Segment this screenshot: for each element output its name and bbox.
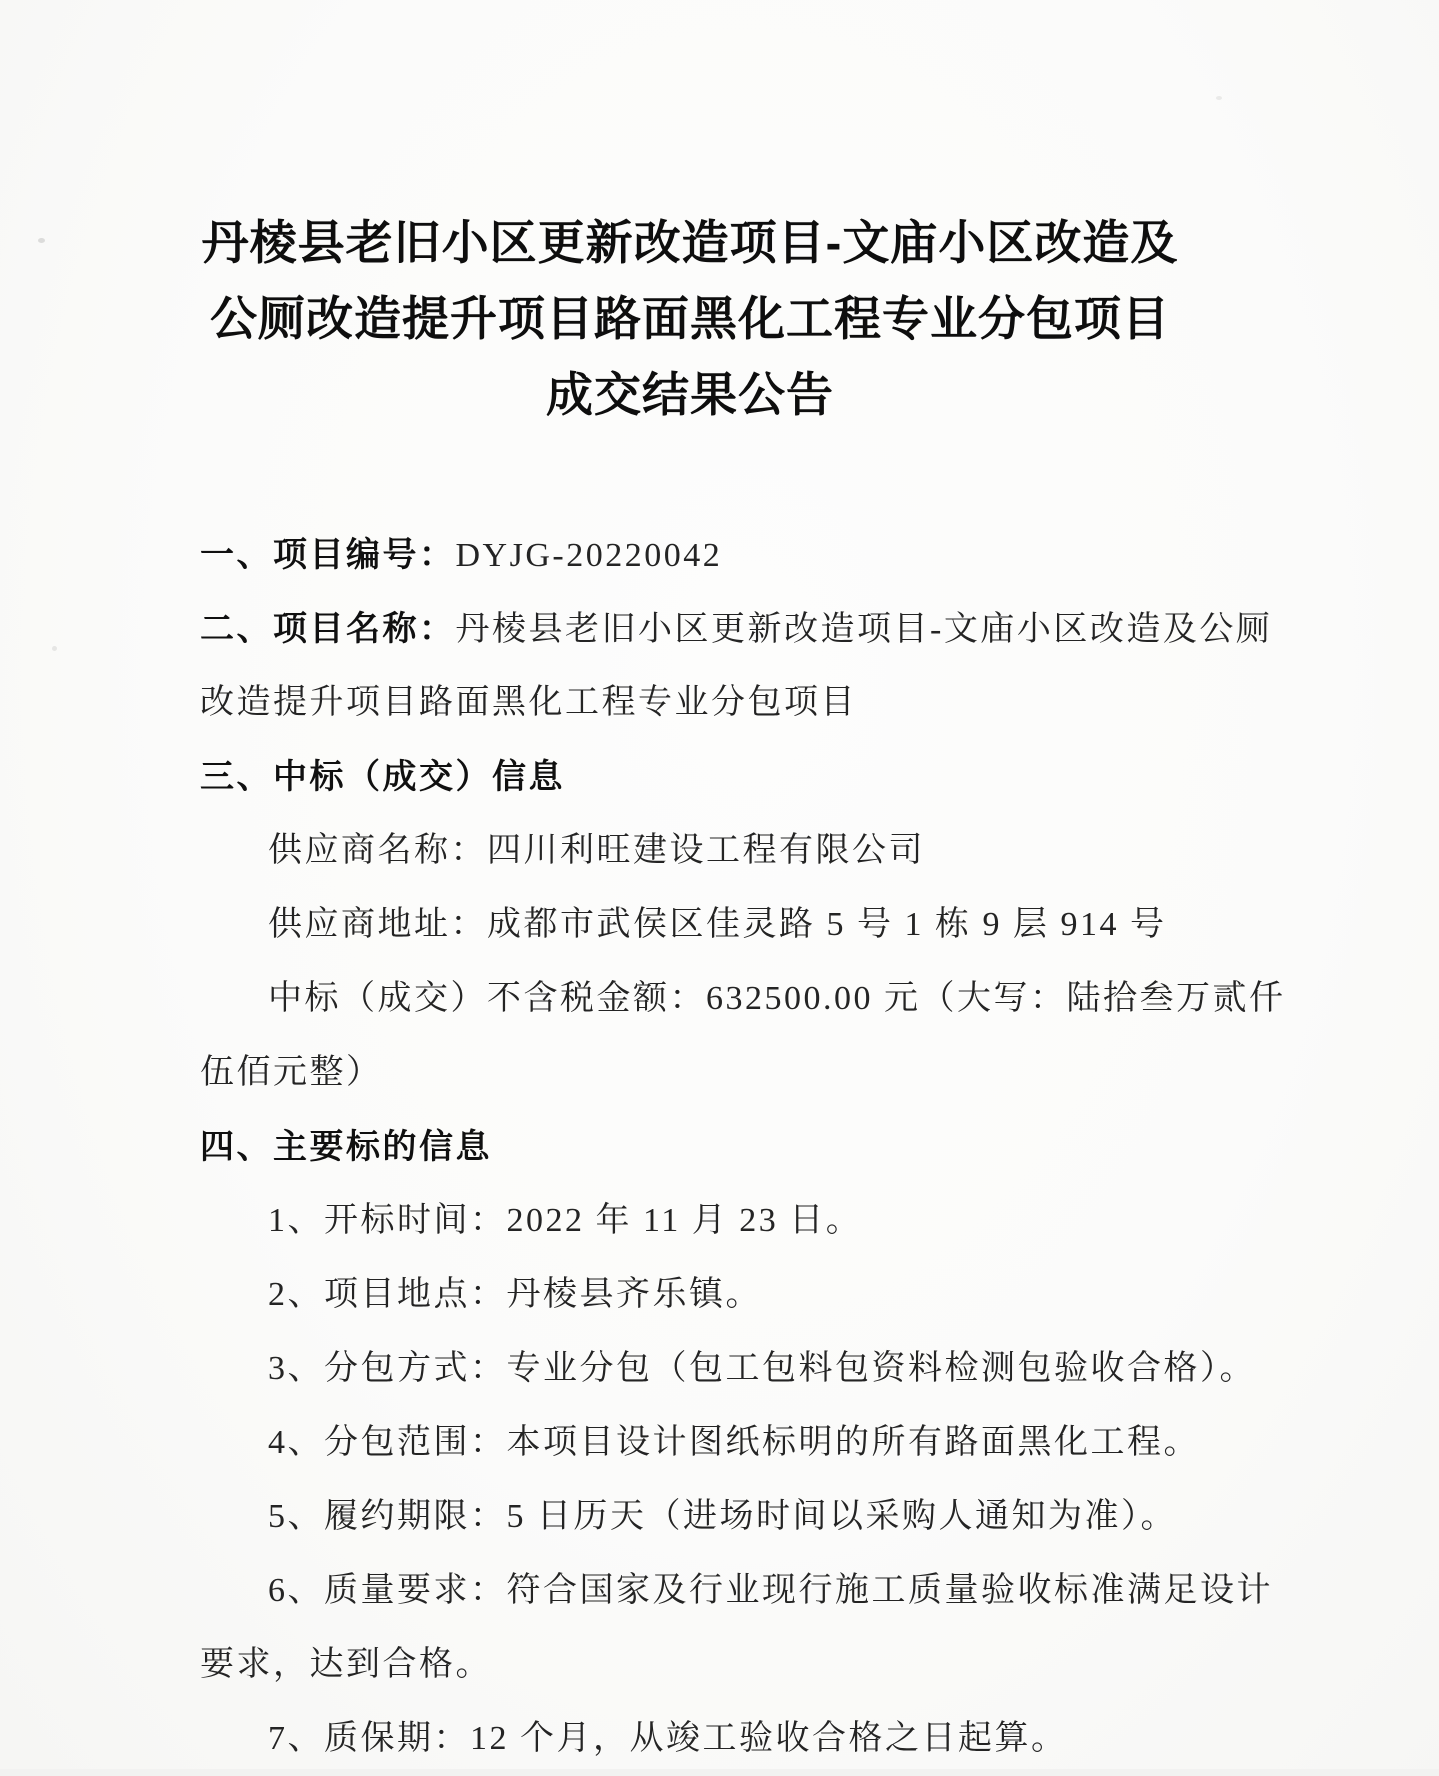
doc-line: [200, 666, 1180, 740]
scan-artifact: [52, 646, 57, 651]
section-label: 二、项目名称：: [200, 610, 456, 648]
doc-line: [200, 1110, 1180, 1184]
title-line: 丹棱县老旧小区更新改造项目-文庙小区改造及: [201, 216, 1179, 269]
line-text: DYJG-20220042: [455, 537, 723, 574]
line-text: 供应商地址：成都市武侯区佳灵路 5 号 1 栋 9 层 914 号: [268, 906, 1167, 943]
scan-artifact: [1216, 96, 1222, 100]
line-text: 伍佰元整）: [200, 1054, 383, 1091]
line-text: 5、履约期限：5 日历天（进场时间以采购人通知为准）。: [268, 1498, 1177, 1535]
doc-line: [200, 1184, 1180, 1258]
line-text: 7、质保期：12 个月，从竣工验收合格之日起算。: [268, 1720, 1068, 1757]
line-text: 丹棱县老旧小区更新改造项目-文庙小区改造及公厕: [455, 611, 1273, 648]
doc-line: [200, 814, 1180, 888]
doc-line: [200, 1258, 1180, 1332]
doc-line: [200, 740, 1180, 814]
doc-line: [200, 1036, 1180, 1110]
line-text: 6、质量要求：符合国家及行业现行施工质量验收标准满足设计: [268, 1572, 1273, 1609]
doc-line: [200, 962, 1286, 1036]
section-label: 一、项目编号：: [200, 536, 456, 574]
section-label: 四、主要标的信息: [200, 1128, 492, 1166]
doc-line: [200, 1628, 1180, 1702]
line-text: 3、分包方式：专业分包（包工包料包资料检测包验收合格）。: [268, 1350, 1256, 1387]
doc-line: [200, 888, 1180, 962]
doc-line: [200, 592, 1273, 666]
doc-line: [200, 1406, 1200, 1480]
doc-line: [200, 518, 1180, 592]
scan-artifact: [38, 238, 45, 243]
title-line: 公厕改造提升项目路面黑化工程专业分包项目: [210, 292, 1170, 345]
document-content: [200, 205, 1286, 1776]
doc-line: [200, 1702, 1180, 1776]
doc-line: [200, 1554, 1273, 1628]
title-line: 成交结果公告: [546, 368, 834, 421]
document-body: [200, 518, 1286, 1776]
section-label: 三、中标（成交）信息: [200, 758, 565, 796]
line-text: 中标（成交）不含税金额：632500.00 元（大写：陆拾叁万贰仟: [268, 980, 1286, 1017]
line-text: 供应商名称：四川利旺建设工程有限公司: [268, 832, 925, 869]
document-title: [200, 205, 1180, 433]
line-text: 要求，达到合格。: [200, 1646, 492, 1683]
doc-line: [200, 1480, 1180, 1554]
doc-line: [200, 1332, 1256, 1406]
line-text: 1、开标时间：2022 年 11 月 23 日。: [268, 1202, 863, 1239]
line-text: 4、分包范围：本项目设计图纸标明的所有路面黑化工程。: [268, 1424, 1200, 1461]
line-text: 2、项目地点：丹棱县齐乐镇。: [268, 1276, 762, 1313]
line-text: 改造提升项目路面黑化工程专业分包项目: [200, 684, 857, 721]
